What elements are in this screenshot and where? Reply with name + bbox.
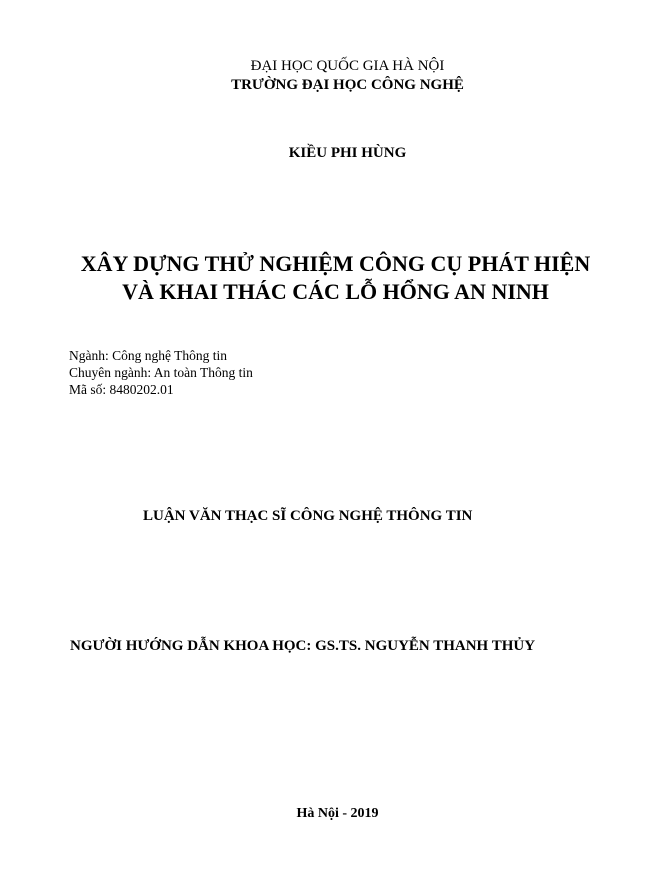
specialization-field: Chuyên ngành: An toàn Thông tin [69,365,253,380]
author-name: KIỀU PHI HÙNG [288,145,407,161]
major-field: Ngành: Công nghệ Thông tin [69,348,227,363]
supervisor: NGƯỜI HƯỚNG DẪN KHOA HỌC: GS.TS. NGUYỄN THANH THỦY [70,638,536,654]
degree-type: LUẬN VĂN THẠC SĨ CÔNG NGHỆ THÔNG TIN [143,508,473,524]
school-name: TRƯỜNG ĐẠI HỌC CÔNG NGHỆ [231,77,464,93]
university-name: ĐẠI HỌC QUỐC GIA HÀ NỘI [250,58,445,74]
thesis-title-line-2: VÀ KHAI THÁC CÁC LỖ HỔNG AN NINH [122,279,549,304]
place-and-year: Hà Nội - 2019 [296,806,379,821]
thesis-title-line-1: XÂY DỰNG THỬ NGHIỆM CÔNG CỤ PHÁT HIỆN [80,251,591,276]
code-field: Mã số: 8480202.01 [69,382,174,397]
